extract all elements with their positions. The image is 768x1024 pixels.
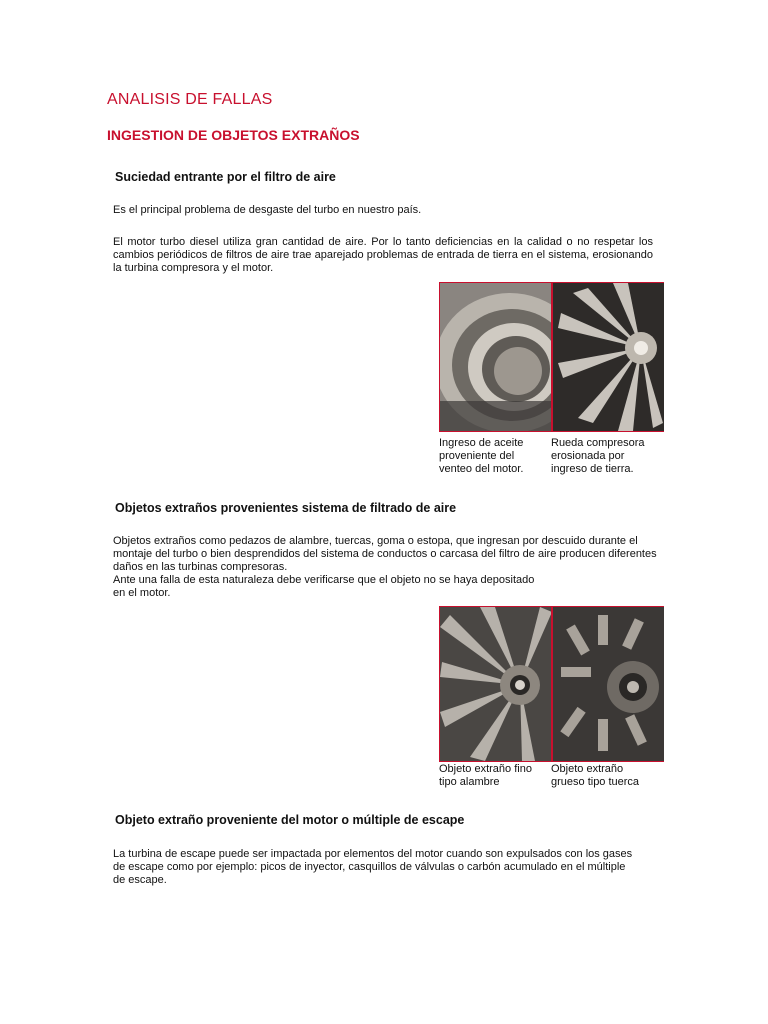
section2-heading: Objetos extraños provenientes sistema de filtrado de aire [115,501,457,515]
caption-oil-ingress [439,437,523,476]
caption-line: Ingreso de aceite [439,437,524,449]
figure-1 [439,282,664,432]
paragraph-line: de escape. [113,874,167,886]
section3-heading: Objeto extraño proveniente del motor o múltiple de escape [115,813,465,827]
caption-line: Rueda compresora [551,437,645,449]
paragraph-line: La turbina de escape puede ser impactada por elementos del motor cuando son expulsados con los gases [113,848,633,860]
caption-line: grueso tipo tuerca [551,776,640,788]
caption-line: Objeto extraño [551,763,624,775]
section1-paragraph-2: El motor turbo diesel utiliza gran cantidad de aire. Por lo tanto deficiencias en la calidad o no respetar los cambios periódicos de filtros de aire trae aparejado problemas de entrada de tierra en el sistema, erosionando la turbina compresora y el motor. [113,236,653,274]
caption-line: proveniente del [439,450,515,462]
page-title: ANALISIS DE FALLAS [107,91,273,108]
paragraph-line: de escape como por ejemplo: picos de inyector, casquillos de válvulas o carbón acumulado en el múltiple [113,861,626,873]
paragraph-line: Ante una falla de esta naturaleza debe verificarse que el objeto no se haya depositado [113,574,535,586]
caption-nut-object [551,763,639,789]
caption-line: Objeto extraño fino [439,763,532,775]
figure-2 [439,606,664,762]
photo-nut-damage [553,607,664,761]
photo-eroded-compressor-wheel [553,283,664,431]
section3-paragraph [113,848,632,887]
photo-oil-ingress [440,283,552,431]
caption-line: venteo del motor. [439,463,524,475]
section1-heading: Suciedad entrante por el filtro de aire [115,170,336,184]
section2-paragraph-1: Objetos extraños como pedazos de alambre, tuercas, goma o estopa, que ingresan por descuido durante el montaje del turbo o bien desprendidos del sistema de conductos o carcasa del filtro de aire producen diferentes daños en las turbinas compresoras. [113,535,657,573]
section2-paragraph-2 [113,574,534,600]
paragraph-line: en el motor. [113,587,171,599]
section1-paragraph-1: Es el principal problema de desgaste del turbo en nuestro país. [113,204,422,216]
page-subtitle: INGESTION DE OBJETOS EXTRAÑOS [107,127,360,143]
caption-line: erosionada por [551,450,625,462]
caption-wire-object [439,763,532,789]
caption-line: tipo alambre [439,776,500,788]
photo-wire-damage [440,607,552,761]
caption-line: ingreso de tierra. [551,463,634,475]
caption-eroded-wheel [551,437,645,476]
